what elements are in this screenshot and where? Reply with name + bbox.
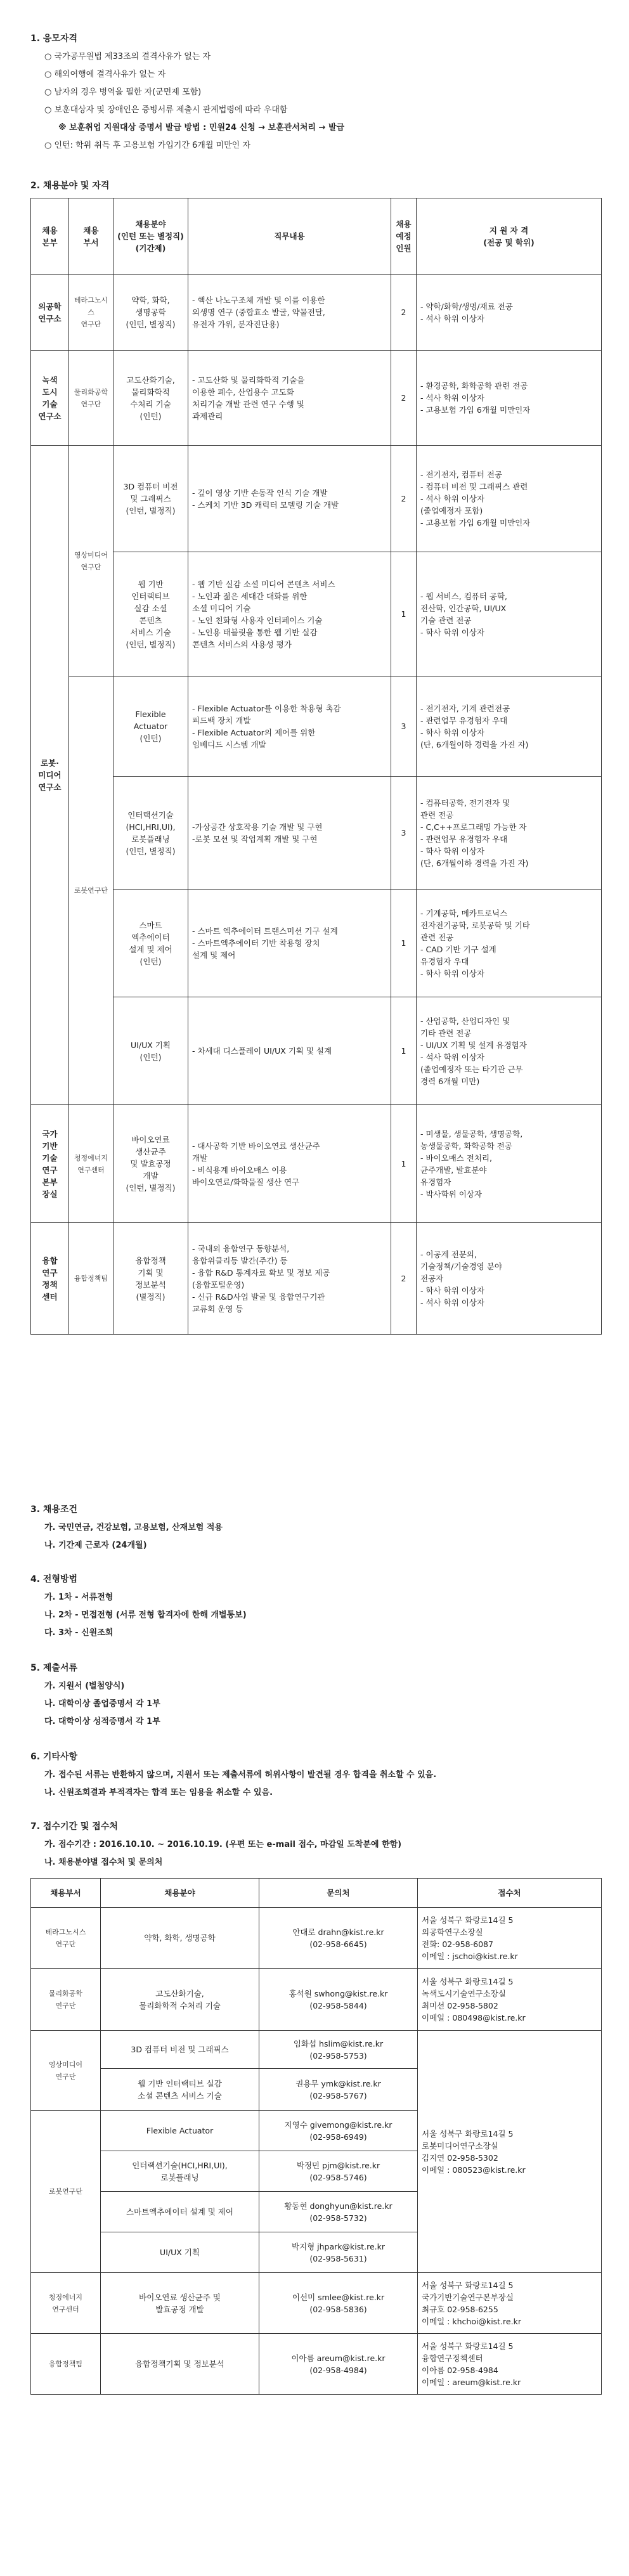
table-row [31,2273,602,2334]
office-cell: 서울 성북구 화랑로14길 5 로봇미디어연구소장실 김지연 02-958-5302 이메일 : 080523@kist.re.kr [418,2031,602,2273]
col-header: 문의처 [259,1879,418,1908]
dept-cell: 테라그노시스 연구단 [31,1908,101,1969]
table-row [31,1223,602,1335]
list-item: ○ 남자의 경우 병역을 필한 자(군면제 포함) [44,86,601,99]
section-title: 1. 응모자격 [30,34,78,44]
section-title: 7. 접수기간 및 접수처 [30,1822,118,1832]
count-cell: 1 [391,552,417,676]
field-cell: 바이오연료 생산균주 및 발효공정 개발 (인턴, 별정직) [113,1105,188,1223]
hq-cell: 국가 기반 기술 연구 본부 장실 [31,1105,69,1223]
count-cell: 2 [391,446,417,552]
req-cell: - 전기전자, 기계 관련전공 - 관련업무 유경험자 우대 - 학사 학위 이상자 (단, 6개월이하 경력을 가진 자) [417,676,602,777]
section-title: 6. 기타사항 [30,1752,78,1762]
count-cell: 1 [391,1105,417,1223]
col-header: 접수처 [418,1879,602,1908]
section-title: 2. 채용분야 및 자격 [30,181,110,191]
job-cell: - 웹 기반 실감 소셜 미디어 콘텐츠 서비스 - 노인과 젊은 세대간 대화를 위한 소셜 미디어 기술 - 노인 친화형 사용자 인터페이스 기술 - 노인용 태블릿을 통한 웹 기반 실감 콘텐츠 서비스의 사용성 평가 [188,552,391,676]
list-item: ○ 국가공무원법 제33조의 결격사유가 없는 자 [44,51,601,63]
note: ※ 보훈취업 지원대상 증명서 발급 방법 : 민원24 신청 → 보훈관서처리 → 발급 [58,123,345,133]
section-positions [30,179,601,1335]
hq-cell: 로봇· 미디어 연구소 [31,446,69,1105]
list-item: 나. 기간제 근로자 (24개월) [44,1541,147,1550]
field-cell: 스마트 엑추에이터 설계 및 제어 (인턴) [113,890,188,997]
field-cell: UI/UX 기획 [101,2232,259,2273]
dept-cell: 청정에너지 연구센터 [69,1105,113,1223]
section-title: 3. 채용조건 [30,1505,78,1515]
section-conditions [30,1503,601,1557]
office-cell: 서울 성북구 화랑로14길 5 녹색도시기술연구소장실 최미선 02-958-5802 이메일 : 080498@kist.re.kr [418,1969,602,2031]
dept-cell: 영상미디어 연구단 [69,446,113,676]
table-row [31,351,602,446]
count-cell: 3 [391,676,417,777]
contact-cell[interactable]: 황동현 donghyun@kist.re.kr (02-958-5732) [259,2192,418,2232]
section-application [30,1820,601,2395]
contact-cell[interactable]: 임화섭 hslim@kist.re.kr (02-958-5753) [259,2031,418,2069]
contact-cell[interactable]: 이아름 areum@kist.re.kr (02-958-4984) [259,2334,418,2395]
table-row [31,446,602,552]
job-cell: - 깊이 영상 기반 손동작 인식 기술 개발 - 스케치 기반 3D 캐릭터 모델링 기술 개발 [188,446,391,552]
job-cell: - 고도산화 및 물리화학적 기술을 이용한 폐수, 산업용수 고도화 처리기술 개발 관련 연구 수행 및 과제관리 [188,351,391,446]
dept-cell: 물리화공학 연구단 [69,351,113,446]
hq-cell: 녹색 도시 기술 연구소 [31,351,69,446]
contact-cell[interactable]: 안대로 drahn@kist.re.kr (02-958-6645) [259,1908,418,1969]
list-item: ○ 보훈대상자 및 장애인은 증빙서류 제출시 관계법령에 따라 우대함 [44,104,601,117]
section-title: 5. 제출서류 [30,1663,78,1673]
field-cell: 약학, 화학, 생명공학 [101,1908,259,1969]
office-cell: 서울 성북구 화랑로14길 5 국가기반기술연구본부장실 최규호 02-958-6255 이메일 : khchoi@kist.re.kr [418,2273,602,2334]
table-row [31,1969,602,2031]
dept-cell: 청정에너지 연구센터 [31,2273,101,2334]
req-cell: - 컴퓨터공학, 전기전자 및 관련 전공 - C,C++프로그래밍 가능한 자 - 관련업무 유경험자 우대 - 학사 학위 이상자 (단, 6개월이하 경력을 가진 자) [417,777,602,890]
req-cell: - 전기전자, 컴퓨터 전공 - 컴퓨터 비전 및 그래픽스 관련 - 석사 학위 이상자 (졸업예정자 포함) - 고용보험 가입 6개월 미만인자 [417,446,602,552]
section-selection [30,1572,601,1645]
office-cell: 서울 성북구 화랑로14길 5 의공학연구소장실 전화: 02-958-6087 이메일 : jschoi@kist.re.kr [418,1908,602,1969]
req-cell: - 미생물, 생물공학, 생명공학, 농생물공학, 화학공학 전공 - 바이오매스 전처리, 균주개발, 발효분야 유경험자 - 박사학위 이상자 [417,1105,602,1223]
list-item: 가. 접수된 서류는 반환하지 않으며, 지원서 또는 제출서류에 허위사항이 발견될 경우 합격을 취소할 수 있음. [44,1770,437,1780]
job-cell: - 대사공학 기반 바이오연료 생산균주 개발 - 비식용계 바이오매스 이용 바이오연료/화학물질 생산 연구 [188,1105,391,1223]
dept-cell: 융합정책팀 [69,1223,113,1335]
col-header: 채용 본부 [31,198,69,275]
job-cell: -가상공간 상호작용 기술 개발 및 구현 -로봇 모션 및 작업계획 개발 및 구현 [188,777,391,890]
count-cell: 2 [391,275,417,351]
list-item: 가. 지원서 (별첨양식) [44,1681,125,1691]
field-cell: UI/UX 기획 (인턴) [113,997,188,1105]
job-cell: - 스마트 엑추에이터 트랜스미션 기구 설계 - 스마트엑추에이터 기반 착용형 장치 설계 및 제어 [188,890,391,997]
list-item: ○ 인턴: 학위 취득 후 고용보험 가입기간 6개월 미만인 자 [44,139,601,152]
table-row [31,997,602,1105]
job-cell: - 국내외 융합연구 동향분석, 융합위클리등 발간(주간) 등 - 융합 R&D 통계자료 확보 및 정보 제공 (융합포털운영) - 신규 R&D사업 발굴 및 융합연구기관 교류회 운영 등 [188,1223,391,1335]
table-row [31,777,602,890]
table-row [31,275,602,351]
contact-table [30,1878,602,2395]
req-cell: - 웹 서비스, 컴퓨터 공학, 전산학, 인간공학, UI/UX 기술 관련 전공 - 학사 학위 이상자 [417,552,602,676]
list-item: 나. 2차 - 면접전형 (서류 전형 합격자에 한해 개별통보) [44,1610,247,1620]
table-row [31,1908,602,1969]
req-cell: - 산업공학, 산업디자인 및 기타 관련 전공 - UI/UX 기획 및 설계 유경험자 - 석사 학위 이상자 (졸업예정자 또는 타기관 근무 경력 6개월 미만) [417,997,602,1105]
list-item: 다. 3차 - 신원조회 [44,1628,113,1638]
dept-cell: 테라그노시스 연구단 [69,275,113,351]
list-item: 나. 대학이상 졸업증명서 각 1부 [44,1699,160,1709]
dept-cell: 로봇연구단 [69,676,113,1105]
section-title: 4. 전형방법 [30,1574,78,1584]
table-row [31,2334,602,2395]
hq-cell: 의공학 연구소 [31,275,69,351]
field-cell: 고도산화기술, 물리화학적 수처리 기술 [101,1969,259,2031]
job-cell: - Flexible Actuator를 이용한 착용형 촉감 피드백 장치 개발 - Flexible Actuator의 제어를 위한 임베디드 시스템 개발 [188,676,391,777]
field-cell: 웹 기반 인터랙티브 실감 소셜 콘텐츠 서비스 기술 [101,2069,259,2111]
hq-cell: 융합 연구 정책 센터 [31,1223,69,1335]
section-eligibility [30,32,601,157]
count-cell: 2 [391,1223,417,1335]
count-cell: 1 [391,997,417,1105]
field-cell: 3D 컴퓨터 비전 및 그래픽스 (인턴, 별정직) [113,446,188,552]
positions-table [30,198,602,1335]
job-cell: - 차세대 디스플레이 UI/UX 기획 및 설계 [188,997,391,1105]
req-cell: - 기계공학, 메카트로닉스 전자전기공학, 로봇공학 및 기타 관련 전공 - CAD 기반 기구 설계 유경험자 우대 - 학사 학위 이상자 [417,890,602,997]
col-header: 지 원 자 격 (전공 및 학위) [417,198,602,275]
table-row [31,2031,602,2069]
table-row [31,1105,602,1223]
req-cell: - 약학/화학/생명/재료 전공 - 석사 학위 이상자 [417,275,602,351]
table-row [31,890,602,997]
count-cell: 2 [391,351,417,446]
section-documents [30,1661,601,1733]
count-cell: 3 [391,777,417,890]
field-cell: 웹 기반 인터랙티브 실감 소셜 콘텐츠 서비스 기술 (인턴, 별정직) [113,552,188,676]
col-header: 직무내용 [188,198,391,275]
col-header: 채용 예정 인원 [391,198,417,275]
contact-cell[interactable]: 홍석원 swhong@kist.re.kr (02-958-5844) [259,1969,418,2031]
list-item: 다. 대학이상 성적증명서 각 1부 [44,1717,160,1726]
table-row [31,676,602,777]
contact-cell[interactable]: 박정민 pjm@kist.re.kr (02-958-5746) [259,2151,418,2192]
contact-cell[interactable]: 지영수 givemong@kist.re.kr (02-958-6949) [259,2111,418,2151]
field-cell: 융합정책기획 및 정보분석 [101,2334,259,2395]
list-item: 가. 국민연금, 건강보험, 고용보험, 산재보험 적용 [44,1523,223,1532]
count-cell: 1 [391,890,417,997]
list-item: 나. 신원조회결과 부적격자는 합격 또는 임용을 취소할 수 있음. [44,1788,273,1797]
list-item: 가. 1차 - 서류전형 [44,1593,113,1602]
field-cell: Flexible Actuator [101,2111,259,2151]
req-cell: - 환경공학, 화학공학 관련 전공 - 석사 학위 이상자 - 고용보험 가입 6개월 미만인자 [417,351,602,446]
contact-cell[interactable]: 박지형 jhpark@kist.re.kr (02-958-5631) [259,2232,418,2273]
list-item: ○ 해외여행에 결격사유가 없는 자 [44,68,601,81]
contact-cell[interactable]: 권용무 ymk@kist.re.kr (02-958-5767) [259,2069,418,2111]
field-cell: 바이오연료 생산균주 및 발효공정 개발 [101,2273,259,2334]
contact-cell[interactable]: 이선미 smlee@kist.re.kr (02-958-5836) [259,2273,418,2334]
dept-cell: 융합정책팀 [31,2334,101,2395]
field-cell: 약학, 화학, 생명공학 (인턴, 별정직) [113,275,188,351]
table-row [31,552,602,676]
section-misc [30,1750,601,1804]
dept-cell: 로봇연구단 [31,2111,101,2273]
field-cell: 스마트엑추에이터 설계 및 제어 [101,2192,259,2232]
dept-cell: 물리화공학 연구단 [31,1969,101,2031]
field-cell: Flexible Actuator (인턴) [113,676,188,777]
list-item: 가. 접수기간 : 2016.10.10. ~ 2016.10.19. (우편 또는 e-mail 접수, 마감일 도착분에 한함) [44,1840,402,1849]
list-item: 나. 채용분야별 접수처 및 문의처 [44,1858,163,1867]
job-cell: - 핵산 나노구조체 개발 및 이를 이용한 의생명 연구 (중합효소 발굴, 약물전달, 유전자 가위, 분자진단용) [188,275,391,351]
dept-cell: 영상미디어 연구단 [31,2031,101,2111]
field-cell: 인터랙션기술 (HCI,HRI,UI), 로봇플래닝 (인턴, 별정직) [113,777,188,890]
col-header: 채용분야 [101,1879,259,1908]
field-cell: 3D 컴퓨터 비전 및 그래픽스 [101,2031,259,2069]
col-header: 채용분야 (인턴 또는 별정직) (기간제) [113,198,188,275]
field-cell: 고도산화기술, 물리화학적 수처리 기술 (인턴) [113,351,188,446]
req-cell: - 이공계 전문의, 기술정책/기술경영 분야 전공자 - 학사 학위 이상자 - 석사 학위 이상자 [417,1223,602,1335]
field-cell: 융합정책 기획 및 정보분석 (별정직) [113,1223,188,1335]
field-cell: 인터랙션기술(HCI,HRI,UI), 로봇플래닝 [101,2151,259,2192]
col-header: 채용부서 [31,1879,101,1908]
col-header: 채용 부서 [69,198,113,275]
office-cell: 서울 성북구 화랑로14길 5 융합연구정책센터 이아름 02-958-4984 이메일 : areum@kist.re.kr [418,2334,602,2395]
